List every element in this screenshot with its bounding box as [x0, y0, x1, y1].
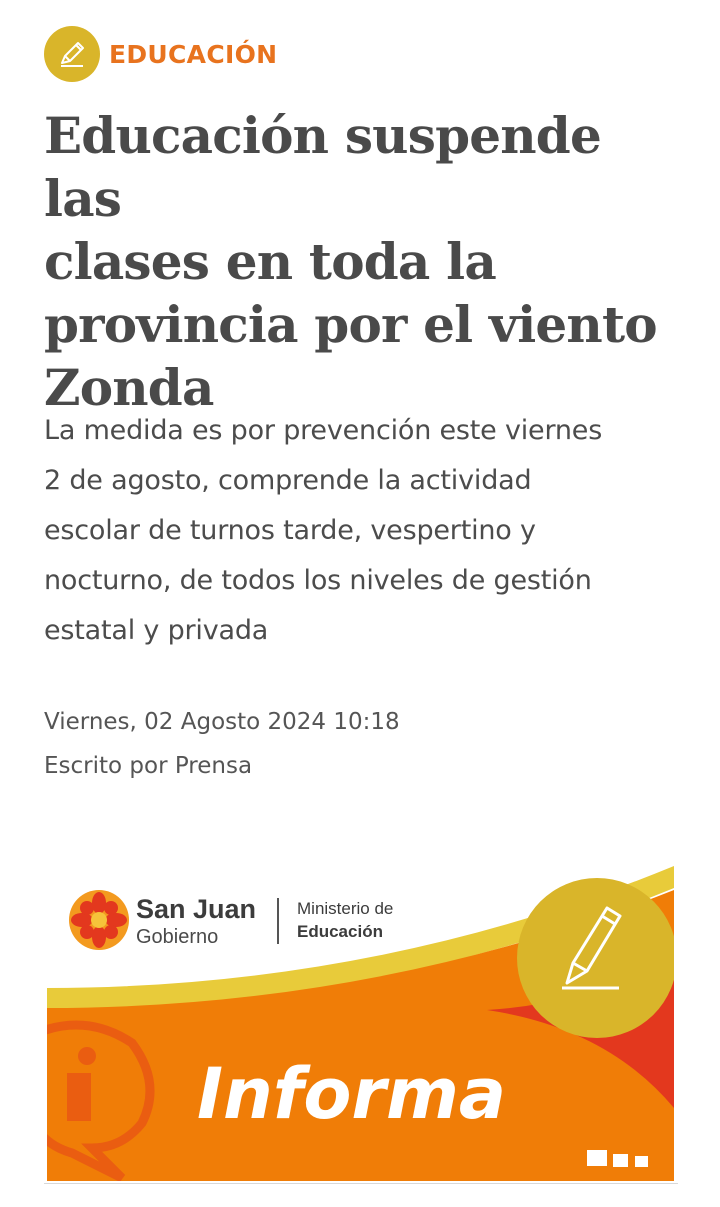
banner-dot: [635, 1156, 648, 1167]
brand-name: San Juan: [136, 894, 257, 924]
banner-dot: [587, 1150, 607, 1166]
category-label: EDUCACIÓN: [109, 39, 278, 69]
divider: [44, 1183, 678, 1184]
category-tag[interactable]: [44, 26, 277, 82]
article-date: Viernes, 02 Agosto 2024 10:18: [44, 709, 400, 735]
article-meta: [44, 700, 400, 788]
banner-dot: [613, 1154, 628, 1167]
article-banner-image: [47, 838, 674, 1181]
article-summary: La medida es por prevención este viernes 2 de agosto, comprende la actividad escolar de turnos tarde, vespertino y nocturno, de todos los niveles de gestión estatal y privada: [44, 415, 603, 646]
ministry-line2: Educación: [297, 922, 383, 941]
banner-graphic: [47, 838, 674, 1181]
brand-sub: Gobierno: [136, 926, 219, 948]
pencil-icon: [44, 26, 100, 82]
article-author: Escrito por Prensa: [44, 753, 253, 779]
san-juan-emblem-icon: [69, 890, 129, 950]
informa-text: Informa: [197, 1053, 507, 1135]
brand-divider: [277, 898, 279, 944]
article-title: Educación suspende las clases en toda la provincia por el viento Zonda: [44, 106, 657, 417]
ministry-line1: Ministerio de: [297, 899, 394, 918]
